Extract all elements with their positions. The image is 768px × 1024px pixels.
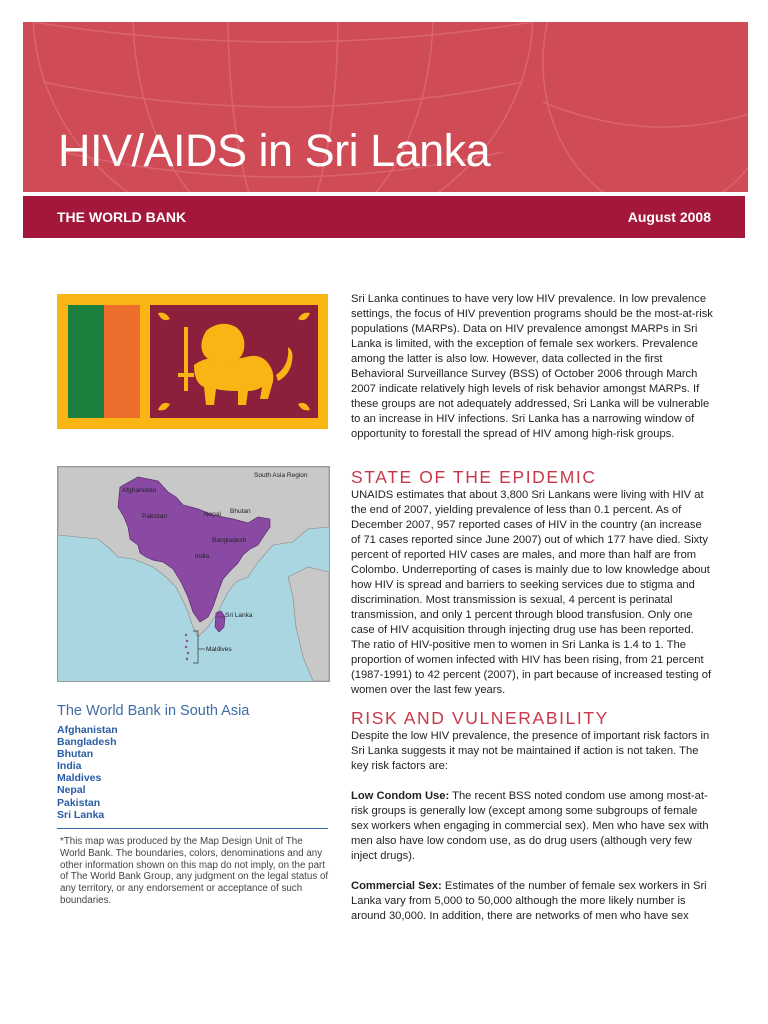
map-disclaimer: *This map was produced by the Map Design Unit of The World Bank. The boundaries, colors, denominations and any other information shown on this map do not imply, on the part of The World Bank Group, any judgment on the legal status of any territory, or any endorsement or acceptance of such boundaries. [60,836,329,906]
map-label-maldives: Maldives [206,646,232,653]
list-item: Sri Lanka [57,808,105,821]
map-label-pakistan: Pakistan [142,513,167,520]
page-title: HIV/AIDS in Sri Lanka [58,125,491,176]
map-label-india: India [195,553,210,560]
map-label-sri-lanka: Sri Lanka [225,612,253,619]
map-graphic [58,467,329,681]
condom-label: Low Condom Use: [351,790,450,802]
condom-text-block [351,789,713,864]
list-item: Maldives [57,772,102,785]
list-item: Afghanistan [57,724,118,736]
header-banner [23,22,748,192]
intro-text: Sri Lanka continues to have very low HIV prevalence. In low prevalence settings, the focus of HIV prevention programs should be the most-at-risk populations (MARPs). Data on HIV prevalence amongst MARPs in Sri Lanka is limited, with the exception of female sex workers. Prevalence among the latter is also low. However, data collected in the first Behavioral Surveillance Survey (BSS) of October 2006 through March 2007 indicate relatively high levels of risk behavior amongst MARPs. If these groups are not adequately addressed, Sri Lanka will be vulnerable to an increase in HIV infections. Sri Lanka has a narrowing window of opportunity to forestall the spread of HIV among high-risk groups. [351,293,713,440]
subheader-bar [23,196,745,238]
epidemic-text: UNAIDS estimates that about 3,800 Sri Lankans were living with HIV at the end of 2007, yielding prevalence of less than 0.1 percent. As of December 2007, 957 reported cases of HIV in the country (an increase of 71 cases reported since June 2007) out of which 177 have died. Sixty percent of reported HIV cases are males, and more than half are from Colombo. Underreporting of cases is mainly due to low knowledge about how HIV is spread and barriers to seeking services due to stigma and discrimination. Most transmission is sexual, 4 percent is perinatal transmission, and only 1 percent through blood transfusion. Only one case of HIV acquisition through injecting drug use has been reported. The ratio of HIV-positive men to women in Sri Lanka is 1.4 to 1. The proportion of women infected with HIV has been rising, from 21 percent (1987-1991) to 42 percent (2007), in part because of increased testing of women over the last few years. [351,489,712,696]
intro-paragraph [351,292,713,442]
list-item: Pakistan [57,796,101,809]
list-item: India [57,760,82,773]
map-label-bhutan: Bhutan [230,508,251,515]
map-region-label: South Asia Region [254,472,308,479]
list-item: Bhutan [57,748,94,761]
map-label-bangladesh: Bangladesh [212,537,247,544]
commercial-text-block [351,879,713,924]
map-label-nepal: Nepal [204,511,221,518]
south-asia-map [57,466,330,682]
section-heading-risk: RISK AND VULNERABILITY [351,708,609,728]
flag-maroon-field [150,305,318,418]
condom-text: The recent BSS noted condom use among most-at-risk groups is generally low (except among some subgroups of female sex workers when engaging in commercial sex). Men who have sex with men also have low condom use, as do drug users (although very few inject drugs). [351,790,709,862]
epidemic-paragraph [351,488,713,698]
list-item: Bangladesh [57,736,117,749]
commercial-text: Estimates of the number of female sex workers in Sri Lanka vary from 5,000 to 50,000 although the more likely number is around 30,000. In addition, there are networks of men who have sex [351,880,707,922]
commercial-label: Commercial Sex: [351,880,442,892]
sidebar-title: The World Bank in South Asia [57,703,250,719]
organization-name: THE WORLD BANK [57,209,187,225]
risk-intro-text: Despite the low HIV prevalence, the presence of important risk factors in Sri Lanka suggests it may not be maintained if action is not taken. The key risk factors are: [351,730,710,772]
risk-intro-paragraph [351,729,713,774]
commercial-sex-paragraph [351,879,713,924]
sri-lanka-flag [57,294,328,429]
lion-emblem-icon [150,305,318,418]
map-label-afghanistan: Afghanistan [122,487,157,494]
section-heading-epidemic: STATE OF THE EPIDEMIC [351,467,597,487]
divider [57,828,328,829]
sri-lanka-shape [215,611,225,632]
condom-paragraph [351,789,713,864]
flag-orange-stripe [104,305,140,418]
country-list [57,724,118,821]
publication-date: August 2008 [627,209,711,225]
list-item: Nepal [57,784,86,797]
flag-green-stripe [68,305,104,418]
